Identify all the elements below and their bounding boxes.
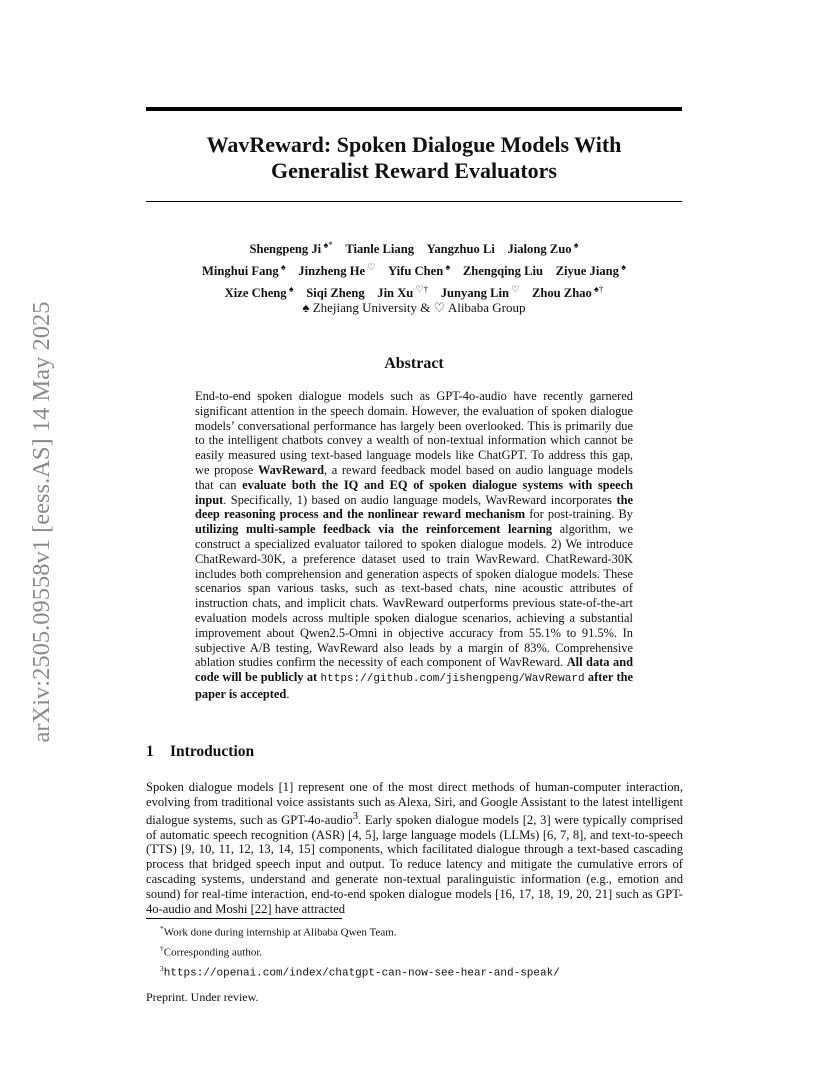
author-affiliation-mark: ♠* bbox=[321, 240, 333, 250]
author-name: Yifu Chen bbox=[388, 264, 444, 279]
author-affiliation-mark: ♠ bbox=[286, 284, 294, 295]
footnote-text: Corresponding author. bbox=[163, 946, 263, 959]
abstract-text-run: after the paper is accepted bbox=[195, 670, 633, 701]
title-line-2: Generalist Reward Evaluators bbox=[271, 158, 557, 183]
intro-text-run: 3 bbox=[352, 810, 358, 822]
author-name: Xize Cheng bbox=[224, 286, 287, 301]
author-name: Jialong Zuo bbox=[507, 242, 572, 257]
abstract-text-run: the deep reasoning process and the nonlinear reward mechanism bbox=[195, 492, 633, 522]
arxiv-id: arXiv:2505.09558v1 [eess.AS] 14 May 2025 bbox=[28, 301, 55, 743]
footnote-rule bbox=[146, 918, 342, 919]
abstract-text-run: . Specifically, 1) based on audio language models, WavReward incorporates bbox=[223, 492, 617, 507]
author-list bbox=[146, 236, 682, 303]
footnote bbox=[160, 941, 560, 961]
abstract-text-run: All data and code will be publicly at bbox=[195, 655, 633, 685]
author-line bbox=[146, 236, 682, 258]
author-affiliation-mark: ♠ bbox=[618, 262, 626, 273]
footnote-text: Work done during internship at Alibaba Qwen Team. bbox=[163, 926, 397, 939]
author-line bbox=[146, 258, 682, 280]
author-affiliation-mark: ♠ bbox=[571, 240, 579, 250]
author-affiliation-mark: ♡ bbox=[365, 262, 376, 273]
title-bottom-rule bbox=[146, 201, 682, 202]
author-affiliation-mark: ♡ bbox=[509, 284, 520, 295]
abstract-text-run: , a reward feedback model based on audio language models that can bbox=[195, 462, 633, 492]
author-name: Junyang Lin bbox=[440, 286, 510, 301]
section-heading bbox=[146, 743, 254, 761]
abstract-text-run: algorithm, we construct a specialized evaluator tailored to spoken dialogue models. 2) We introduce ChatReward-30K, a preference dataset used to train WavReward. ChatReward-30K includes both comprehension and generation aspects of spoken dialogue models. These scenarios span various tasks, such as text-based chats, nine acoustic attributes of instruction chats, and implicit chats. WavReward outperforms previous state-of-the-art evaluation models across multiple spoken dialogue scenarios, achieving a substantial improvement about Qwen2.5-Omni in objective accuracy from 55.1% to 91.5%. In subjective A/B testing, WavReward also leads by a margin of 83%. Comprehensive ablation studies confirm the necessity of each component of WavReward. bbox=[195, 522, 633, 670]
author-affiliation-mark: ♠ bbox=[443, 262, 451, 273]
author-name: Jinzheng He bbox=[298, 264, 366, 279]
footnote-mark: * bbox=[160, 924, 164, 933]
footnote-mark: 3 bbox=[160, 964, 164, 974]
author-name: Siqi Zheng bbox=[306, 286, 365, 301]
affiliations: ♠ Zhejiang University & ♡ Alibaba Group bbox=[302, 300, 526, 315]
intro-text-run: . Early spoken dialogue models [2, 3] were typically comprised of automatic speech recognition (ASR) [4, 5], large language models (LLMs) [6, 7, 8], and text-to-speech (TTS) [9, 10, 11, 12, 13, 14, 15] components, which facilitated dialogue through a text-based cascading process that bridged speech input and output. To reduce latency and mitigate the cumulative errors of cascading systems, understand and generate non-textual paralinguistic information (e.g., emotion and sound) for real-time interaction, end-to-end spoken dialogue models [16, 17, 18, 19, 20, 21] such as GPT-4o-audio and Moshi [22] have attracted bbox=[146, 812, 683, 916]
author-name: Tianle Liang bbox=[345, 242, 415, 257]
author-name: Shengpeng Ji bbox=[249, 242, 322, 257]
author-name: Jin Xu bbox=[377, 286, 414, 301]
intro-text-run: Spoken dialogue models [1] represent one of the most direct methods of human-computer interaction, evolving from traditional voice assistants such as Alexa, Siri, and Google Assistant to the latest intelligent dialogue systems, such as GPT-4o-audio bbox=[146, 780, 683, 827]
footnotes bbox=[160, 921, 560, 982]
author-affiliation-mark: ♡† bbox=[413, 284, 429, 295]
paper-title bbox=[146, 132, 682, 184]
author-name: Zhengqing Liu bbox=[462, 264, 543, 279]
author-affiliation-mark: ♠ bbox=[278, 262, 286, 273]
author-name: Zhou Zhao bbox=[531, 286, 592, 301]
footnote bbox=[160, 921, 560, 941]
author-name: Ziyue Jiang bbox=[555, 264, 619, 279]
footnote-text[interactable]: https://openai.com/index/chatgpt-can-now-see-hear-and-speak/ bbox=[163, 967, 560, 980]
author-name: Minghui Fang bbox=[202, 264, 279, 279]
abstract-text-run: utilizing multi-sample feedback via the reinforcement learning bbox=[195, 522, 553, 537]
footnote-mark: † bbox=[160, 944, 164, 954]
introduction-body bbox=[146, 780, 683, 916]
abstract-text-run: evaluate both the IQ and EQ of spoken dialogue systems with speech input bbox=[195, 477, 633, 507]
footnote bbox=[160, 961, 560, 982]
abstract-text-run: . bbox=[286, 686, 290, 701]
abstract-body bbox=[195, 389, 633, 702]
abstract-text-run: for post-training. By bbox=[525, 507, 633, 522]
abstract-text-run: End-to-end spoken dialogue models such as GPT-4o-audio have recently garnered significant attention in the speech domain. However, the evaluation of spoken dialogue models’ conversational performance has largely been overlooked. This is primarily due to the intelligent chatbots convey a wealth of non-textual information which cannot be easily measured using text-based language models like ChatGPT. To address this gap, we propose bbox=[195, 389, 633, 477]
abstract-text-run[interactable]: https://github.com/jishengpeng/WavReward bbox=[320, 673, 585, 686]
preprint-notice: Preprint. Under review. bbox=[146, 990, 259, 1004]
section-title: Introduction bbox=[170, 743, 255, 760]
abstract-text-run: WavReward bbox=[257, 462, 325, 477]
arxiv-sidebar-stamp bbox=[22, 272, 62, 772]
title-line-1: WavReward: Spoken Dialogue Models With bbox=[206, 132, 622, 157]
section-number: 1 bbox=[146, 743, 154, 760]
author-name: Yangzhuo Li bbox=[426, 242, 495, 257]
abstract-heading: Abstract bbox=[384, 355, 444, 372]
author-affiliation-mark: ♠† bbox=[591, 284, 604, 295]
title-top-rule bbox=[146, 107, 682, 111]
